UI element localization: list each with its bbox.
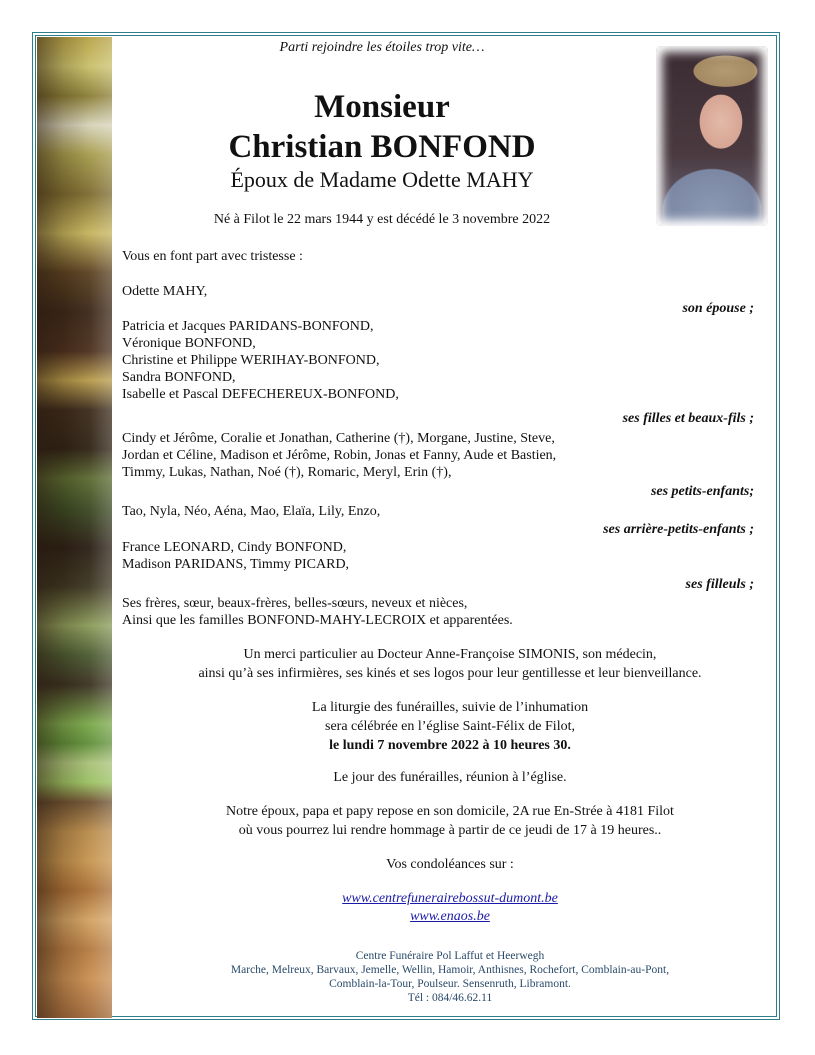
family-line: Madison PARIDANS, Timmy PICARD, xyxy=(122,557,350,572)
family-role: ses arrière-petits-enfants ; xyxy=(603,522,754,537)
family-line: Patricia et Jacques PARIDANS-BONFOND, xyxy=(122,319,374,334)
family-line: Sandra BONFOND, xyxy=(122,370,236,385)
rest-line: Notre époux, papa et papy repose en son domicile, 2A rue En-Strée à 4181 Filot xyxy=(226,804,674,819)
liturgy-date: le lundi 7 novembre 2022 à 10 heures 30. xyxy=(329,738,571,753)
family-role: ses petits-enfants; xyxy=(650,484,754,499)
family-role: ses filles et beaux-fils ; xyxy=(622,411,754,426)
family-line: Cindy et Jérôme, Coralie et Jonathan, Catherine (†), Morgane, Justine, Steve, xyxy=(122,431,555,446)
thanks-line: ainsi qu’à ses infirmières, ses kinés et ses logos pour leur gentillesse et leur bienveillance. xyxy=(198,666,702,681)
funeral-home-locations: Marche, Melreux, Barvaux, Jemelle, Wellin, Hamoir, Anthisnes, Rochefort, Comblain-au-Pont, xyxy=(230,964,670,976)
liturgy-line: La liturgie des funérailles, suivie de l’inhumation xyxy=(311,700,589,715)
family-line: Ainsi que les familles BONFOND-MAHY-LECROIX et apparentées. xyxy=(122,613,513,628)
family-line: Timmy, Lukas, Nathan, Noé (†), Romaric, Meryl, Erin (†), xyxy=(122,465,452,480)
deceased-name: Christian BONFOND xyxy=(228,129,536,165)
birth-death-dates: Né à Filot le 22 mars 1944 y est décédé le 3 novembre 2022 xyxy=(213,212,551,227)
family-role: son épouse ; xyxy=(682,301,754,316)
rest-line: où vous pourrez lui rendre hommage à partir de ce jeudi de 17 à 19 heures.. xyxy=(238,823,662,838)
intro-text: Vous en font part avec tristesse : xyxy=(122,249,303,264)
family-line: Christine et Philippe WERIHAY-BONFOND, xyxy=(122,353,380,368)
liturgy-line: sera célébrée en l’église Saint-Félix de Filot, xyxy=(325,719,575,734)
condolence-link-enaos[interactable]: www.enaos.be xyxy=(410,909,490,924)
family-line: Odette MAHY, xyxy=(122,284,208,299)
title-honorific: Monsieur xyxy=(314,89,450,125)
condolences-label: Vos condoléances sur : xyxy=(386,857,514,872)
funeral-home-phone: Tél : 084/46.62.11 xyxy=(407,992,493,1004)
condolence-link-bossut-dumont[interactable]: www.centrefunerairebossut-dumont.be xyxy=(342,891,558,906)
funeral-home-name: Centre Funéraire Pol Laffut et Heerwegh xyxy=(355,950,545,962)
family-line: Véronique BONFOND, xyxy=(122,336,256,351)
family-line: France LEONARD, Cindy BONFOND, xyxy=(122,540,347,555)
funeral-home-locations: Comblain-la-Tour, Poulseur. Sensenruth, Libramont. xyxy=(329,978,571,990)
family-role: ses filleuls ; xyxy=(685,577,754,592)
spouse-line: Époux de Madame Odette MAHY xyxy=(230,167,534,192)
family-line: Isabelle et Pascal DEFECHEREUX-BONFOND, xyxy=(122,387,399,402)
tagline: Parti rejoindre les étoiles trop vite… xyxy=(279,40,485,55)
meeting-info: Le jour des funérailles, réunion à l’église. xyxy=(333,770,567,785)
thanks-line: Un merci particulier au Docteur Anne-Françoise SIMONIS, son médecin, xyxy=(243,647,657,662)
photo-strip-shade xyxy=(37,37,112,1018)
family-line: Ses frères, sœur, beaux-frères, belles-sœurs, neveux et nièces, xyxy=(122,596,468,611)
family-line: Jordan et Céline, Madison et Jérôme, Robin, Jonas et Fanny, Aude et Bastien, xyxy=(122,448,557,463)
deceased-portrait-photo xyxy=(656,46,768,226)
family-line: Tao, Nyla, Néo, Aéna, Mao, Elaïa, Lily, Enzo, xyxy=(122,504,381,519)
